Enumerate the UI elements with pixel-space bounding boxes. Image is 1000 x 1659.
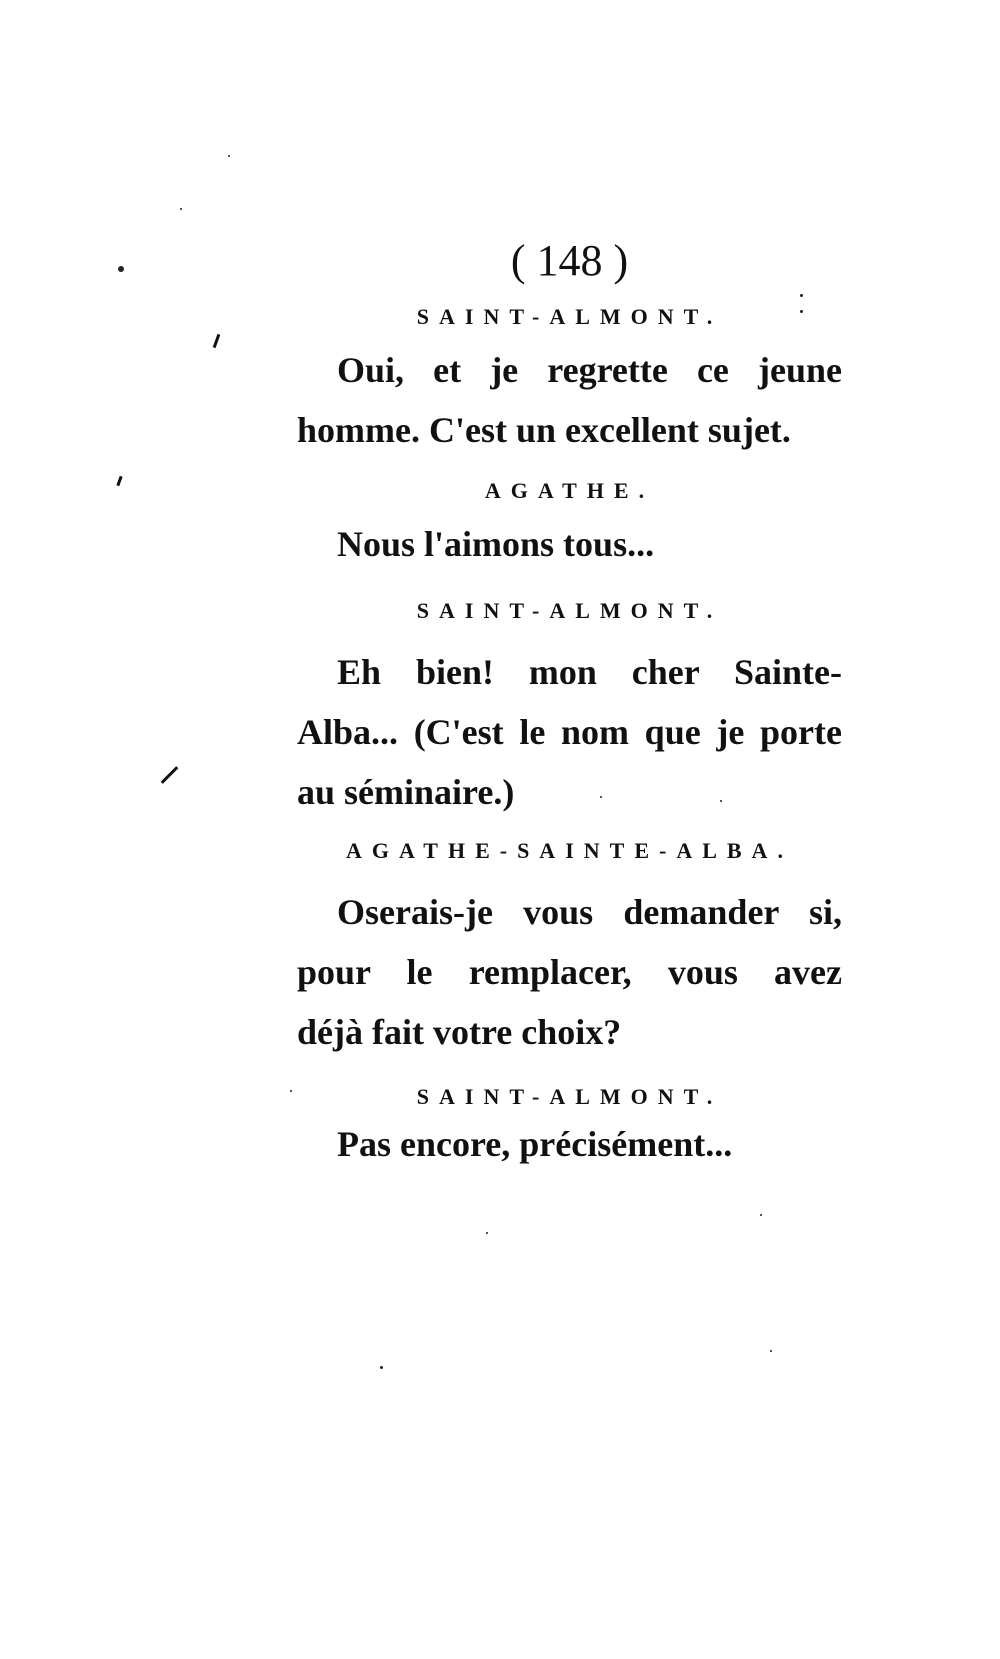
scan-speck (800, 294, 803, 297)
scan-speck (213, 334, 221, 348)
speaker-name: AGATHE-SAINTE-ALBA. (346, 838, 793, 863)
speech-line: Oserais-je vous demander si, (337, 892, 842, 932)
scan-speck (228, 155, 230, 157)
speech-paragraph (297, 882, 842, 1062)
scan-speck (290, 1090, 292, 1092)
speech-line: Eh bien! mon cher Sainte- (337, 652, 842, 692)
page-number: ( 148 ) (510, 236, 629, 285)
scan-speck (720, 800, 722, 802)
speech-line: Pas encore, précisément... (337, 1124, 733, 1164)
scan-speck (116, 476, 122, 486)
speech-line: homme. C'est un excellent sujet. (297, 410, 791, 450)
speaker-name: SAINT-ALMONT. (416, 598, 723, 623)
scan-speck (486, 1232, 488, 1234)
speaker-name: SAINT-ALMONT. (416, 304, 723, 329)
speech-paragraph (297, 340, 842, 460)
scan-speck (760, 1214, 762, 1216)
speech-line: Oui, et je regrette ce jeune (337, 350, 842, 390)
speech-line: Alba... (C'est le nom que je porte (297, 712, 842, 752)
scan-speck (800, 310, 803, 313)
speech-paragraph (297, 514, 842, 574)
scan-speck (770, 1350, 772, 1352)
speech-line: Nous l'aimons tous... (337, 524, 655, 564)
speech-line: pour le remplacer, vous avez (297, 952, 842, 992)
scan-speck (161, 766, 179, 784)
scan-speck (600, 796, 602, 798)
speech-paragraph (297, 642, 842, 822)
speaker-name: AGATHE. (484, 478, 655, 503)
scan-speck (118, 266, 124, 272)
speech-line: au séminaire.) (297, 772, 515, 812)
speaker-name: SAINT-ALMONT. (416, 1084, 723, 1109)
scan-speck (180, 208, 182, 210)
speech-paragraph (297, 1114, 842, 1174)
scan-speck (380, 1366, 383, 1369)
speech-line: déjà fait votre choix? (297, 1012, 622, 1052)
